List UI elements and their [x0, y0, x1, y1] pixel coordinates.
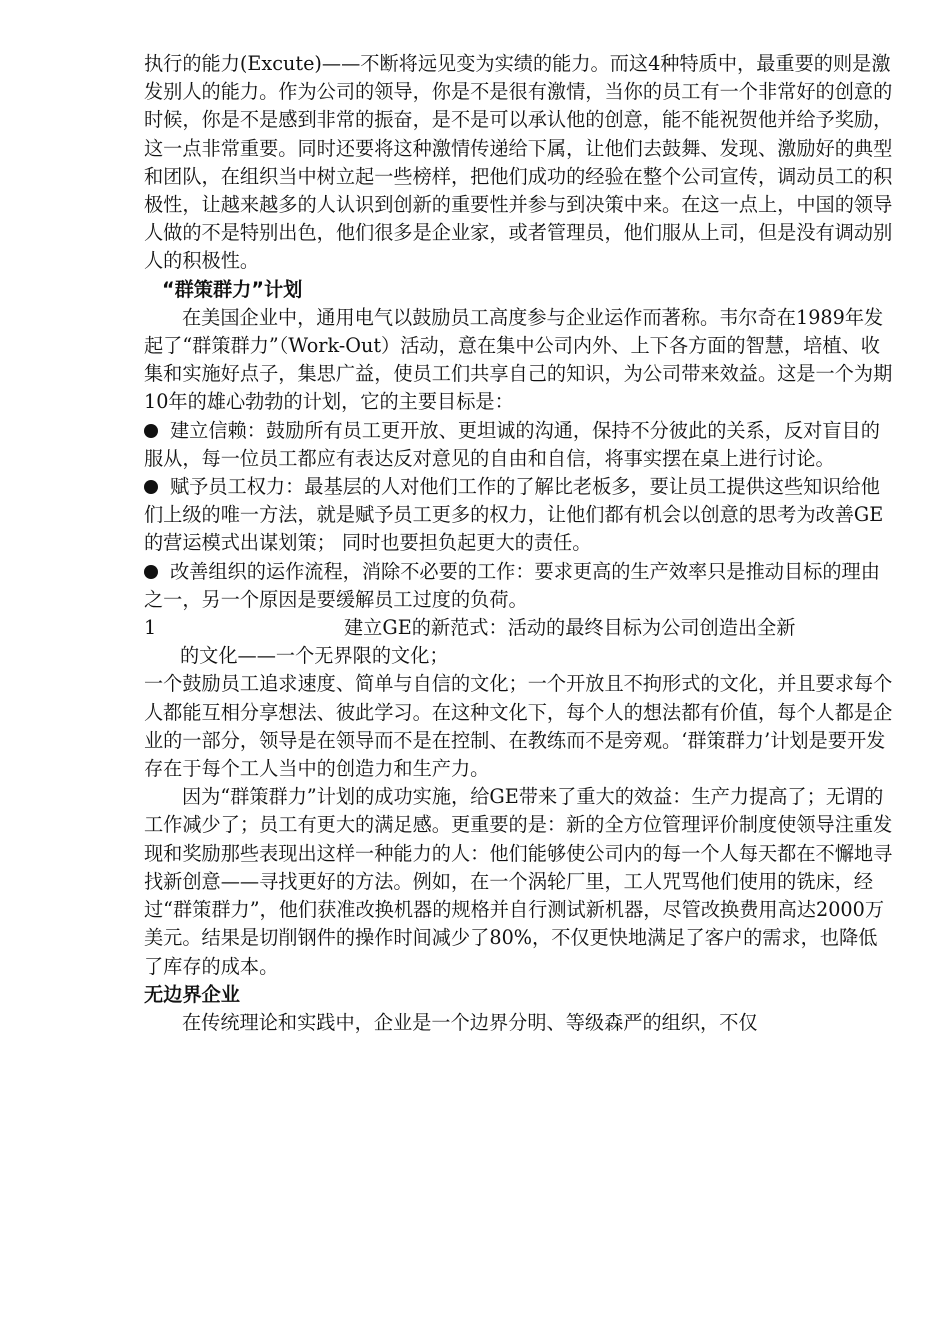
heading-work-out: “群策群力”计划: [162, 277, 303, 301]
bullet-icon: [144, 565, 158, 579]
bullet-item-trust: [144, 417, 894, 473]
bullet-text: 建立信赖：鼓励所有员工更开放、更坦诚的沟通，保持不分彼此的关系，反对盲目的服从，每一位员工都应有表达反对意见的自由和自信，将事实摆在桌上进行讨论。: [144, 418, 880, 470]
paragraph-boundaryless-intro: 在传统理论和实践中，企业是一个边界分明、等级森严的组织，不仅: [182, 1010, 758, 1034]
bullet-item-process: [144, 558, 894, 614]
bullet-text: 改善组织的运作流程，消除不必要的工作：要求更高的生产效率只是推动目标的理由之一，另一个原因是要缓解员工过度的负荷。: [144, 559, 880, 611]
document-page: [144, 50, 894, 1037]
bullet-text: 赋予员工权力：最基层的人对他们工作的了解比老板多，要让员工提供这些知识给他们上级的唯一方法，就是赋予员工更多的权力，让他们都有机会以创意的思考为改善GE的营运模式出谋划策； 同时也要担负起更大的责任。: [144, 475, 884, 555]
paragraph-culture: 一个鼓励员工追求速度、简单与自信的文化；一个开放且不拘形式的文化，并且要求每个人都能互相分享想法、彼此学习。在这种文化下，每个人的想法都有价值，每个人都是企业的一部分，领导是在领导而不是在控制、在教练而不是旁观。‘群策群力’计划是要开发存在于每个工人当中的创造力和生产力。: [144, 672, 893, 781]
bullet-icon: [144, 424, 158, 438]
bullet-icon: [144, 480, 158, 494]
paragraph-work-out-intro: 在美国企业中，通用电气以鼓励员工高度参与企业运作而著称。韦尔奇在1989年发起了“群策群力”（Work-Out）活动，意在集中公司内外、上下各方面的智慧，培植、收集和实施好点子，集思广益，使员工们共享自己的知识，为公司带来效益。这是一个为期10年的雄心勃勃的计划，它的主要目标是：: [144, 305, 893, 414]
heading-boundaryless: 无边界企业: [144, 982, 240, 1006]
numbered-item-continuation: 的文化——一个无界限的文化；: [180, 644, 449, 668]
numbered-item-text: 建立GE的新范式：活动的最终目标为公司创造出全新: [344, 616, 796, 640]
paragraph-benefits: 因为“群策群力”计划的成功实施，给GE带来了重大的效益：生产力提高了；无谓的工作减少了；员工有更大的满足感。更重要的是：新的全方位管理评价制度使领导注重发现和奖励那些表现出这样一种能力的人：他们能够使公司内的每一个人每天都在不懈地寻找新创意——寻找更好的方法。例如，在一个涡轮厂里，工人咒骂他们使用的铣床，经过“群策群力”，他们获准改换机器的规格并自行测试新机器，尽管改换费用高达2000万美元。结果是切削钢件的操作时间减少了80%，不仅更快地满足了客户的需求，也降低了库存的成本。: [144, 785, 893, 978]
paragraph-leadership: 执行的能力(Excute)——不断将远见变为实绩的能力。而这4种特质中，最重要的则是激发别人的能力。作为公司的领导，你是不是很有激情，当你的员工有一个非常好的创意的时候，你是不是感到非常的振奋，是不是可以承认他的创意，能不能祝贺他并给予奖励，这一点非常重要。同时还要将这种激情传递给下属，让他们去鼓舞、发现、激励好的典型和团队，在组织当中树立起一些榜样，把他们成功的经验在整个公司宣传，调动员工的积极性，让越来越多的人认识到创新的重要性并参与到决策中来。在这一点上，中国的领导人做的不是特别出色，他们很多是企业家，或者管理员，他们服从上司，但是没有调动别人的积极性。: [144, 52, 893, 273]
numbered-item: [144, 614, 894, 642]
bullet-item-empower: [144, 473, 894, 558]
list-number: 1: [144, 616, 157, 640]
